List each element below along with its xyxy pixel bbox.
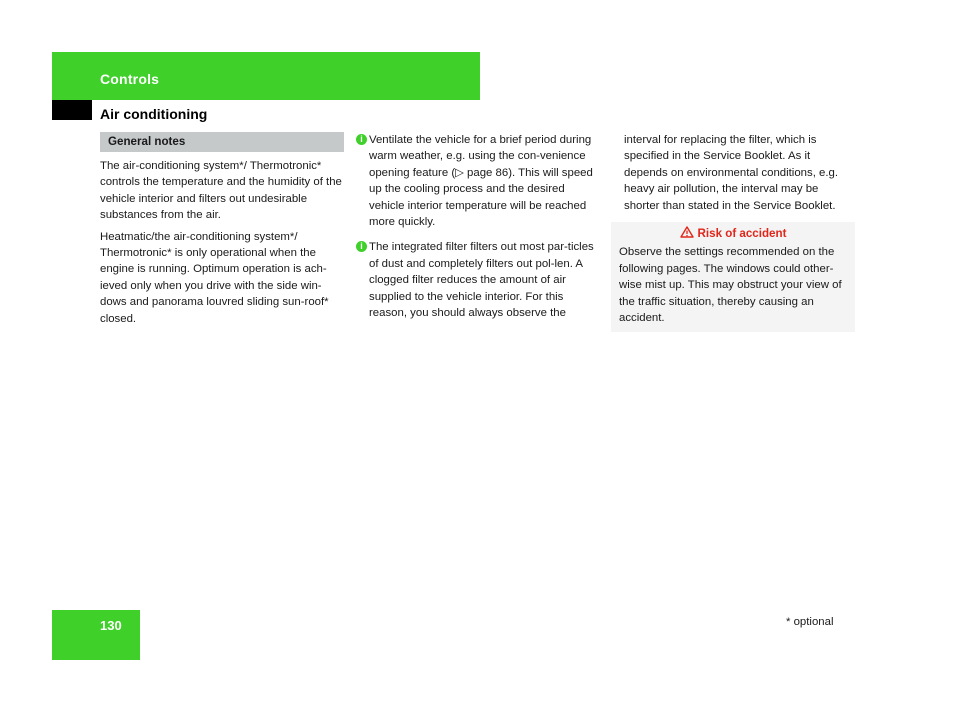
column-left — [100, 132, 344, 332]
column-right — [611, 132, 855, 332]
section-label: Controls — [100, 71, 160, 87]
warning-box — [611, 222, 855, 332]
info-note-2 — [356, 239, 600, 321]
footnote: * optional — [786, 616, 834, 628]
info-note-1 — [356, 132, 600, 230]
info-note-text: Ventilate the vehicle for a brief period during warm weather, e.g. using the con-venience opening feature (▷ page 86). This will speed up the cooling process and the desired vehicle interior temperature will be reached more quickly. — [369, 134, 593, 229]
warning-triangle-icon — [680, 226, 694, 238]
general-notes-heading: General notes — [100, 132, 344, 152]
info-icon: i — [356, 241, 367, 252]
info-note-text: The integrated filter filters out most par-ticles of dust and completely filters out pol-len. A clogged filter reduces the amount of air supplied to the vehicle interior. For this reason, you should always observe the — [369, 241, 594, 320]
page-number: 130 — [100, 618, 122, 633]
warning-text: Observe the settings recommended on the following pages. The windows could other-wise mist up. This may obstruct your view of the traffic situation, thereby causing an accident. — [619, 246, 842, 325]
warning-title: Risk of accident — [697, 227, 787, 241]
page-number-box — [52, 610, 140, 660]
general-notes-paragraph-1: The air-conditioning system*/ Thermotronic* controls the temperature and the humidity of the vehicle interior and filters out undesirable substances from the air. — [100, 160, 342, 222]
info-note-continuation: interval for replacing the filter, which is specified in the Service Booklet. As it depends on environmental conditions, e.g. heavy air pollution, the interval may be shorter than stated in the Service Booklet. — [624, 134, 839, 212]
general-notes-paragraph-2: Heatmatic/the air-conditioning system*/ Thermotronic* is only operational when the engine is running. Optimum operation is ach-ieved only when you drive with the side win-dows and panorama louvred sliding sun-roof* closed. — [100, 230, 329, 325]
heading-marker — [52, 100, 92, 120]
page-title: Air conditioning — [100, 106, 208, 122]
warning-heading — [619, 226, 847, 242]
column-middle — [356, 132, 600, 330]
info-icon: i — [356, 134, 367, 145]
